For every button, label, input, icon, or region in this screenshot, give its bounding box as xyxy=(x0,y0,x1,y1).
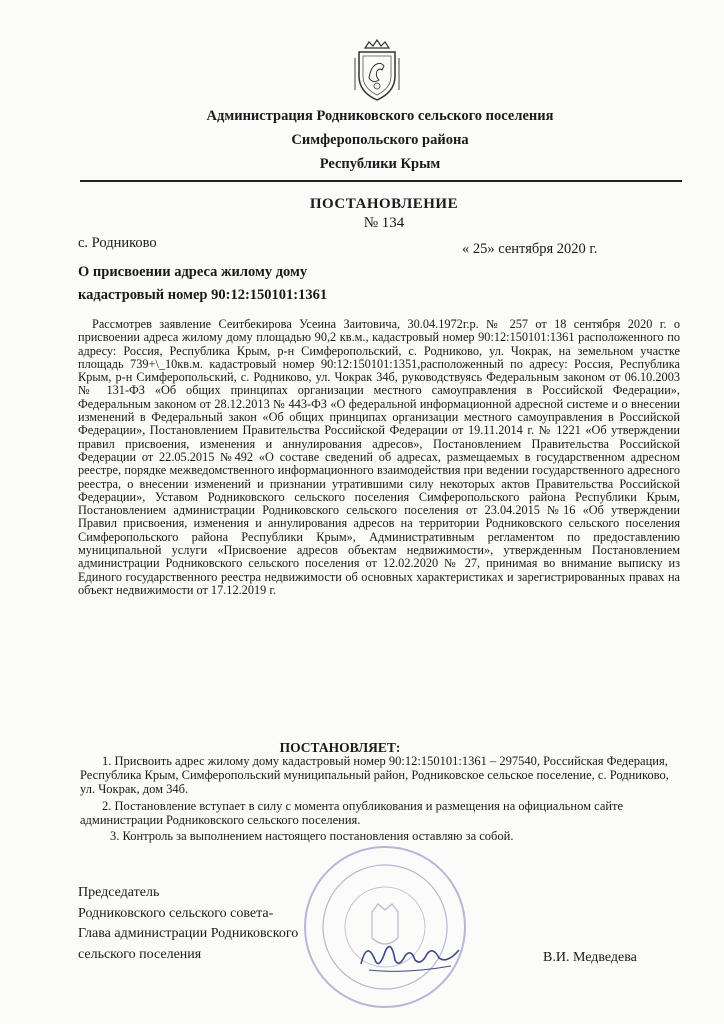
subject-line-2: кадастровый номер 90:12:150101:1361 xyxy=(78,287,328,303)
header-republic-name: Республики Крым xyxy=(319,156,441,172)
header-district-name: Симферопольского района xyxy=(291,132,469,148)
resolution-item-1: 1. Присвоить адрес жилому дому кадастровый номер 90:12:150101:1361 – 297540, Российская Федерация, Республика Крым, Симферопольский муниципальный район, Родниковское сельское поселение, с. Родниково, ул. Чокрак, дом 34б. xyxy=(80,754,669,797)
resolution-item-3: 3. Контроль за выполнением настоящего постановления оставляю за собой. xyxy=(110,829,514,844)
official-seal-stamp xyxy=(300,842,470,1012)
resolves-heading: ПОСТАНОВЛЯЕТ: xyxy=(279,740,401,755)
document-date: « 25» сентября 2020 г. xyxy=(462,241,598,257)
resolution-item-2: 2. Постановление вступает в силу с момента опубликования и размещения на официальном сайте администрации Родниковского сельского поселения. xyxy=(80,798,624,827)
resolution-items xyxy=(80,754,680,845)
header-divider xyxy=(80,180,682,182)
document-subject xyxy=(78,261,327,307)
handwritten-signature xyxy=(355,930,465,978)
subject-line-1: О присвоении адреса жилому дому xyxy=(78,264,308,280)
preamble-paragraph: Рассмотрев заявление Сеитбекирова Усеина Заитовича, 30.04.1972г.р. № 257 от 18 сентября 2020 г. о присвоении адреса жилому дому площадью 90,2 кв.м., кадастровый номер 90:12:150101:1361 расположенного по адресу: Россия, Республика Крым, р-н Симферопольский, с. Родниково, ул. Чокрак, на земельном участке площадь 739+\_10кв.м. кадастровый номер 90:12:150101:1351,расположенный по адресу: Россия, Республика Крым, р-н Симферопольский, с. Родниково, ул. Чокрак 34б, руководствуясь Федеральным законом от 06.10.2003 № 131-ФЗ «Об общих принципах организации местного самоуправления в Российской Федерации», Федеральным законом от 28.12.2013 № 443-ФЗ «О федеральной информационной адресной системе и о внесении изменений в Федеральный закон «Об общих принципах организации местного самоуправления в Российской Федерации», Постановлением Правительства Российской Федерации от 19.11.2014 г. № 1221 «Об утверждении правил присвоения, изменения и аннулирования адресов», Постановлением Правительства Российской Федерации от 22.05.2015 №492 «О составе сведений об адресах, размещаемых в государственном адресном реестре, порядке межведомственного информационного взаимодействия при ведении государственного адресного реестра, о внесении изменений и признании утратившими силу некоторых актов Правительства Российской Федерации», Уставом Родниковского сельского поселения Симферопольского района Республики Крым, Постановлением администрации Родниковского сельского поселения от 23.04.2015 №16 «Об утверждении Правил присвоения, изменения и аннулирования адресов на территории Родниковского сельского поселения Симферопольского района Республики Крым», Административным регламентом по предоставлению муниципальной услуги «Присвоение адресов объектам недвижимости», утвержденным Постановлением администрации Родниковского сельского поселения от 12.02.2020 № 27, принимая во внимание выписку из Единого государственного реестра недвижимости об основных характеристиках и зарегистрированных правах на объект недвижимости от 17.12.2019 г. xyxy=(78,317,680,597)
document-place: с. Родниково xyxy=(78,235,157,251)
signatory-line-2: Родниковского сельского совета- xyxy=(78,905,274,921)
signatory-line-3: Глава администрации Родниковского xyxy=(78,926,299,941)
crimea-coat-of-arms-emblem xyxy=(351,38,403,102)
signatory-line-4: сельского поселения xyxy=(78,946,202,962)
signatory-line-1: Председатель xyxy=(78,885,160,900)
signatory-name: В.И. Медведева xyxy=(543,950,637,965)
signatory-position xyxy=(78,883,298,965)
header-administration-name: Администрация Родниковского сельского поселения xyxy=(206,108,554,124)
document-number: № 134 xyxy=(363,215,405,231)
document-title: ПОСТАНОВЛЕНИЕ xyxy=(309,196,459,212)
